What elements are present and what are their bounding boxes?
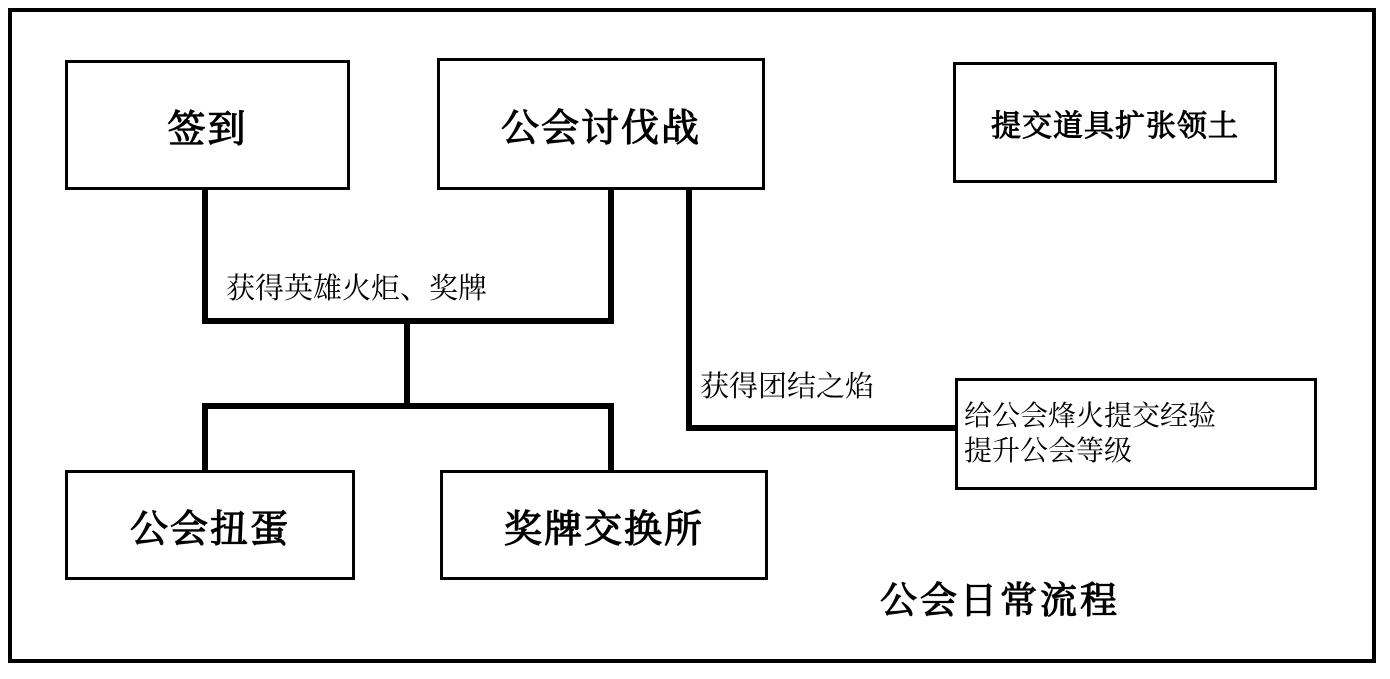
node-sign-in[interactable] <box>65 60 350 190</box>
edge-guildwar-to-beacon-horizontal <box>686 425 958 431</box>
node-guild-gacha[interactable] <box>65 470 355 580</box>
edge-guildwar-right-vertical <box>686 188 692 430</box>
edge-signin-vertical <box>202 188 208 323</box>
node-guild-war[interactable] <box>437 58 765 190</box>
edge-to-guild-gacha <box>202 403 208 471</box>
node-sign-in-label: 签到 <box>167 108 248 151</box>
node-guild-war-label: 公会讨伐战 <box>500 107 701 150</box>
edge-to-medal-exchange <box>608 403 614 471</box>
edge-label-hero-torch-medal: 获得英雄火炬、奖牌 <box>222 266 491 307</box>
node-guild-beacon-label-line2: 提升公会等级 <box>964 436 1133 467</box>
node-guild-gacha-label: 公会扭蛋 <box>129 508 290 551</box>
node-guild-beacon[interactable] <box>955 378 1317 490</box>
edge-label-unity-flame: 获得团结之焰 <box>696 364 878 405</box>
node-guild-beacon-label-line1: 给公会烽火提交经验 <box>964 401 1217 432</box>
node-submit-items[interactable] <box>953 62 1277 183</box>
edge-middle-stem <box>404 318 410 408</box>
edge-guildwar-vertical <box>608 188 614 323</box>
node-submit-items-label: 提交道具扩张领土 <box>991 109 1239 143</box>
edge-bottom-horizontal <box>202 403 614 409</box>
node-medal-exchange[interactable] <box>440 470 768 580</box>
node-medal-exchange-label: 奖牌交换所 <box>503 508 704 551</box>
diagram-caption: 公会日常流程 <box>880 581 1120 622</box>
